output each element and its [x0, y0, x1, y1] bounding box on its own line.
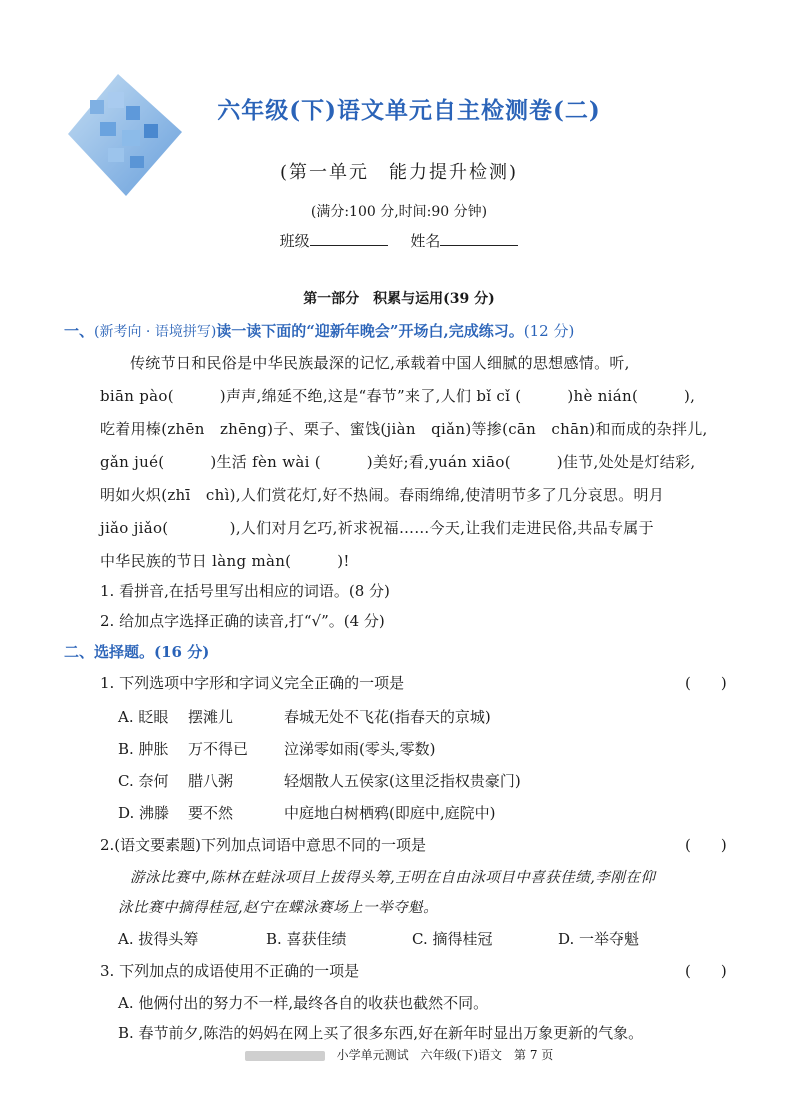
- passage-line: 传统节日和民俗是中华民族最深的记忆,承载着中国人细腻的思想感情。听,: [130, 354, 630, 372]
- option-label: C. 奈何: [118, 772, 169, 790]
- blurred-publisher-mark: [245, 1051, 325, 1061]
- section1-heading: [64, 320, 574, 341]
- question-2-3-stem: 3. 下列加点的成语使用不正确的一项是: [100, 962, 360, 980]
- question-2-1-stem: 1. 下列选项中字形和字词义完全正确的一项是: [100, 674, 405, 692]
- option-row[interactable]: [118, 738, 435, 759]
- page-title: 六年级(下)语文单元自主检测卷(二): [217, 97, 601, 124]
- passage-line: gǎn jué( )生活 fèn wài ( )美好;看,yuán xiāo( )佳节,处处是灯结彩,: [100, 453, 696, 471]
- option-label: A. 眨眼: [118, 708, 169, 726]
- part-title: 第一部分 积累与运用(39 分): [303, 291, 495, 307]
- answer-paren[interactable]: ( ): [685, 674, 727, 692]
- section1-question-2: 2. 给加点字选择正确的读音,打“√”。(4 分): [100, 612, 385, 630]
- option-phrase: 轻烟散人五侯家(这里泛指权贵豪门): [284, 772, 521, 790]
- option-phrase: 中庭地白树栖鸦(即庭中,庭院中): [284, 804, 496, 822]
- option-c: C. 摘得桂冠: [412, 930, 493, 948]
- option-word: 要不然: [188, 804, 234, 822]
- section1-title: 读一读下面的“迎新年晚会”开场白,完成练习。: [216, 322, 524, 340]
- option-row[interactable]: A. 他俩付出的努力不一样,最终各自的收获也截然不同。: [118, 994, 489, 1012]
- page-subtitle: (第一单元 能力提升检测): [279, 162, 519, 183]
- option-b: B. 喜获佳绩: [266, 930, 347, 948]
- page-footer: [0, 1046, 798, 1063]
- option-d: D. 一举夺魁: [558, 930, 640, 948]
- footer-text: 小学单元测试 六年级(下)语文 第 7 页: [336, 1048, 554, 1062]
- option-row[interactable]: B. 春节前夕,陈浩的妈妈在网上买了很多东西,好在新年时显出万象更新的气象。: [118, 1024, 644, 1042]
- option-word: 摆滩儿: [188, 708, 234, 726]
- question-2-2: [100, 834, 727, 855]
- question-2-1: [100, 672, 727, 693]
- option-row[interactable]: [118, 706, 491, 727]
- q2-passage-line: 泳比赛中摘得桂冠,赵宁在蝶泳赛场上一举夺魁。: [118, 900, 439, 916]
- student-info: [0, 230, 798, 251]
- option-word: 万不得已: [188, 740, 249, 758]
- q2-passage-line: 游泳比赛中,陈林在蛙泳项目上拔得头筹,王明在自由泳项目中喜获佳绩,李刚在仰: [130, 870, 656, 886]
- option-row[interactable]: [118, 928, 639, 949]
- class-label: 班级: [279, 232, 310, 250]
- question-2-2-stem: 2.(语文要素题)下列加点词语中意思不同的一项是: [100, 836, 427, 854]
- option-row[interactable]: [118, 802, 495, 823]
- option-word: 腊八粥: [188, 772, 234, 790]
- option-phrase: 泣涕零如雨(零头,零数): [284, 740, 436, 758]
- passage-line: 明如火炽(zhī chì),人们赏花灯,好不热闹。春雨绵绵,使清明节多了几分哀思。明月: [100, 486, 665, 504]
- section2-heading: 二、选择题。(16 分): [64, 643, 210, 661]
- passage-line: 吃着用榛(zhēn zhēng)子、栗子、蜜饯(jiàn qiǎn)等掺(cān chān)和而成的杂拌儿,: [100, 420, 708, 438]
- section1-tag: (新考向 · 语境拼写): [94, 324, 217, 340]
- question-2-3: [100, 960, 727, 981]
- name-blank[interactable]: [440, 231, 518, 246]
- passage-line: biān pào( )声声,绵延不绝,这是“春节”来了,人们 bǐ cǐ ( )hè nián( ),: [100, 387, 696, 405]
- option-label: B. 肿胀: [118, 740, 169, 758]
- option-phrase: 春城无处不飞花(指春天的京城): [284, 708, 491, 726]
- section1-question-1: 1. 看拼音,在括号里写出相应的词语。(8 分): [100, 582, 390, 600]
- section1-score: (12 分): [523, 322, 575, 340]
- option-row[interactable]: [118, 770, 521, 791]
- passage-line: 中华民族的节日 làng màn( )!: [100, 552, 350, 570]
- option-a: A. 拔得头筹: [118, 930, 199, 948]
- option-label: D. 沸滕: [118, 804, 170, 822]
- exam-meta: (满分:100 分,时间:90 分钟): [310, 204, 488, 220]
- passage-line: jiǎo jiǎo( ),人们对月乞巧,祈求祝福……今天,让我们走进民俗,共品专属于: [100, 519, 654, 537]
- name-label: 姓名: [410, 232, 441, 250]
- answer-paren[interactable]: ( ): [685, 962, 727, 980]
- class-blank[interactable]: [310, 231, 388, 246]
- answer-paren[interactable]: ( ): [685, 836, 727, 854]
- section1-number: 一、: [64, 322, 95, 340]
